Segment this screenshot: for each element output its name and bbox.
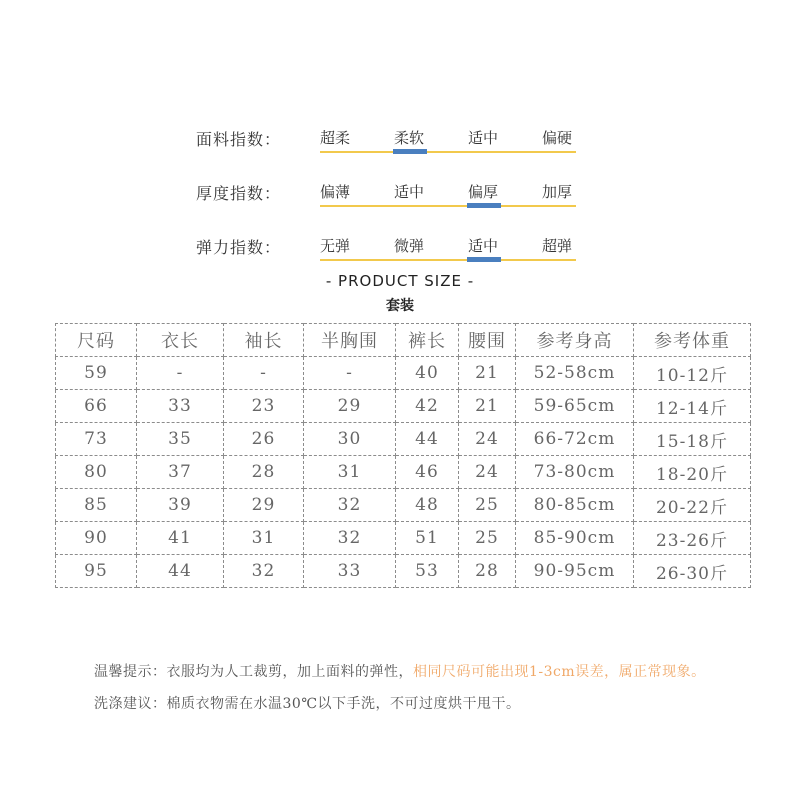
table-cell: 44 (396, 423, 459, 456)
index-label: 弹力指数： (196, 238, 282, 257)
index-option: 偏薄 (320, 183, 351, 201)
table-row (56, 390, 751, 423)
index-option: 偏硬 (542, 129, 573, 147)
index-label: 面料指数： (196, 130, 282, 149)
index-scale-line (320, 205, 576, 207)
index-option: 适中 (468, 129, 499, 147)
column-header: 腰围 (459, 324, 516, 357)
table-cell: 21 (459, 357, 516, 390)
index-option: 偏厚 (468, 183, 499, 201)
tip-note (94, 656, 774, 688)
table-cell: 85-90cm (516, 522, 634, 555)
table-cell: 29 (304, 390, 396, 423)
table-cell: 53 (396, 555, 459, 588)
index-option: 超柔 (320, 129, 351, 147)
table-cell: 59-65cm (516, 390, 634, 423)
table-cell: - (224, 357, 304, 390)
selected-marker (393, 149, 427, 154)
table-cell: 95 (56, 555, 137, 588)
table-row (56, 489, 751, 522)
table-cell: 31 (304, 456, 396, 489)
column-header: 参考身高 (516, 324, 634, 357)
table-body (56, 357, 751, 588)
table-row (56, 357, 751, 390)
product-size-subtitle: 套装 (386, 298, 414, 314)
table-cell: 44 (137, 555, 224, 588)
index-option: 柔软 (394, 129, 425, 147)
index-option: 适中 (468, 237, 499, 255)
column-header: 尺码 (56, 324, 137, 357)
table-cell: 90-95cm (516, 555, 634, 588)
table-cell: 21 (459, 390, 516, 423)
table-cell: 10-12斤 (634, 357, 751, 390)
index-label: 厚度指数： (196, 184, 282, 203)
table-header-row (56, 324, 751, 357)
column-header: 裤长 (396, 324, 459, 357)
index-option: 适中 (394, 183, 425, 201)
index-option: 超弹 (542, 237, 573, 255)
table-cell: 66-72cm (516, 423, 634, 456)
size-table (55, 323, 751, 588)
table-cell: 31 (224, 522, 304, 555)
table-cell: 23 (224, 390, 304, 423)
table-cell: 37 (137, 456, 224, 489)
tip-text: 温馨提示：衣服均为人工裁剪，加上面料的弹性， (94, 664, 413, 680)
table-cell: 42 (396, 390, 459, 423)
tip-highlight: 相同尺码可能出现1-3cm误差，属正常现象。 (413, 664, 706, 680)
selected-marker (467, 257, 501, 262)
table-cell: 48 (396, 489, 459, 522)
table-cell: 33 (137, 390, 224, 423)
table-cell: 41 (137, 522, 224, 555)
table-cell: 32 (304, 489, 396, 522)
table-cell: 26 (224, 423, 304, 456)
wash-note: 洗涤建议：棉质衣物需在水温30℃以下手洗，不可过度烘干甩干。 (94, 696, 521, 712)
table-cell: 80-85cm (516, 489, 634, 522)
table-cell: 52-58cm (516, 357, 634, 390)
table-cell: 15-18斤 (634, 423, 751, 456)
table-row (56, 555, 751, 588)
table-cell: 46 (396, 456, 459, 489)
table-cell: 40 (396, 357, 459, 390)
table-cell: 51 (396, 522, 459, 555)
table-row (56, 423, 751, 456)
index-option: 加厚 (542, 183, 573, 201)
table-cell: 26-30斤 (634, 555, 751, 588)
table-row (56, 456, 751, 489)
table-cell: 25 (459, 522, 516, 555)
selected-marker (467, 203, 501, 208)
table-cell: 90 (56, 522, 137, 555)
table-cell: 32 (224, 555, 304, 588)
table-cell: 35 (137, 423, 224, 456)
notes (94, 656, 774, 720)
table-cell: 12-14斤 (634, 390, 751, 423)
table-cell: 18-20斤 (634, 456, 751, 489)
table-cell: 39 (137, 489, 224, 522)
table-cell: 80 (56, 456, 137, 489)
table-cell: 20-22斤 (634, 489, 751, 522)
table-cell: 29 (224, 489, 304, 522)
table-cell: 85 (56, 489, 137, 522)
table-cell: 66 (56, 390, 137, 423)
column-header: 参考体重 (634, 324, 751, 357)
index-row (0, 127, 800, 167)
product-size-title: - PRODUCT SIZE - (325, 272, 475, 290)
index-option: 无弹 (320, 237, 351, 255)
index-option: 微弹 (394, 237, 425, 255)
table-cell: 25 (459, 489, 516, 522)
index-row (0, 181, 800, 221)
table-cell: 23-26斤 (634, 522, 751, 555)
table-cell: 32 (304, 522, 396, 555)
index-scale-line (320, 151, 576, 153)
index-row (0, 235, 800, 275)
table-row (56, 522, 751, 555)
table-cell: 24 (459, 456, 516, 489)
column-header: 袖长 (224, 324, 304, 357)
table-cell: 73-80cm (516, 456, 634, 489)
table-cell: 28 (459, 555, 516, 588)
table-cell: 30 (304, 423, 396, 456)
index-scale-line (320, 259, 576, 261)
column-header: 半胸围 (304, 324, 396, 357)
table-cell: 73 (56, 423, 137, 456)
table-cell: - (304, 357, 396, 390)
column-header: 衣长 (137, 324, 224, 357)
table-cell: - (137, 357, 224, 390)
table-cell: 59 (56, 357, 137, 390)
table-cell: 24 (459, 423, 516, 456)
table-cell: 33 (304, 555, 396, 588)
table-cell: 28 (224, 456, 304, 489)
